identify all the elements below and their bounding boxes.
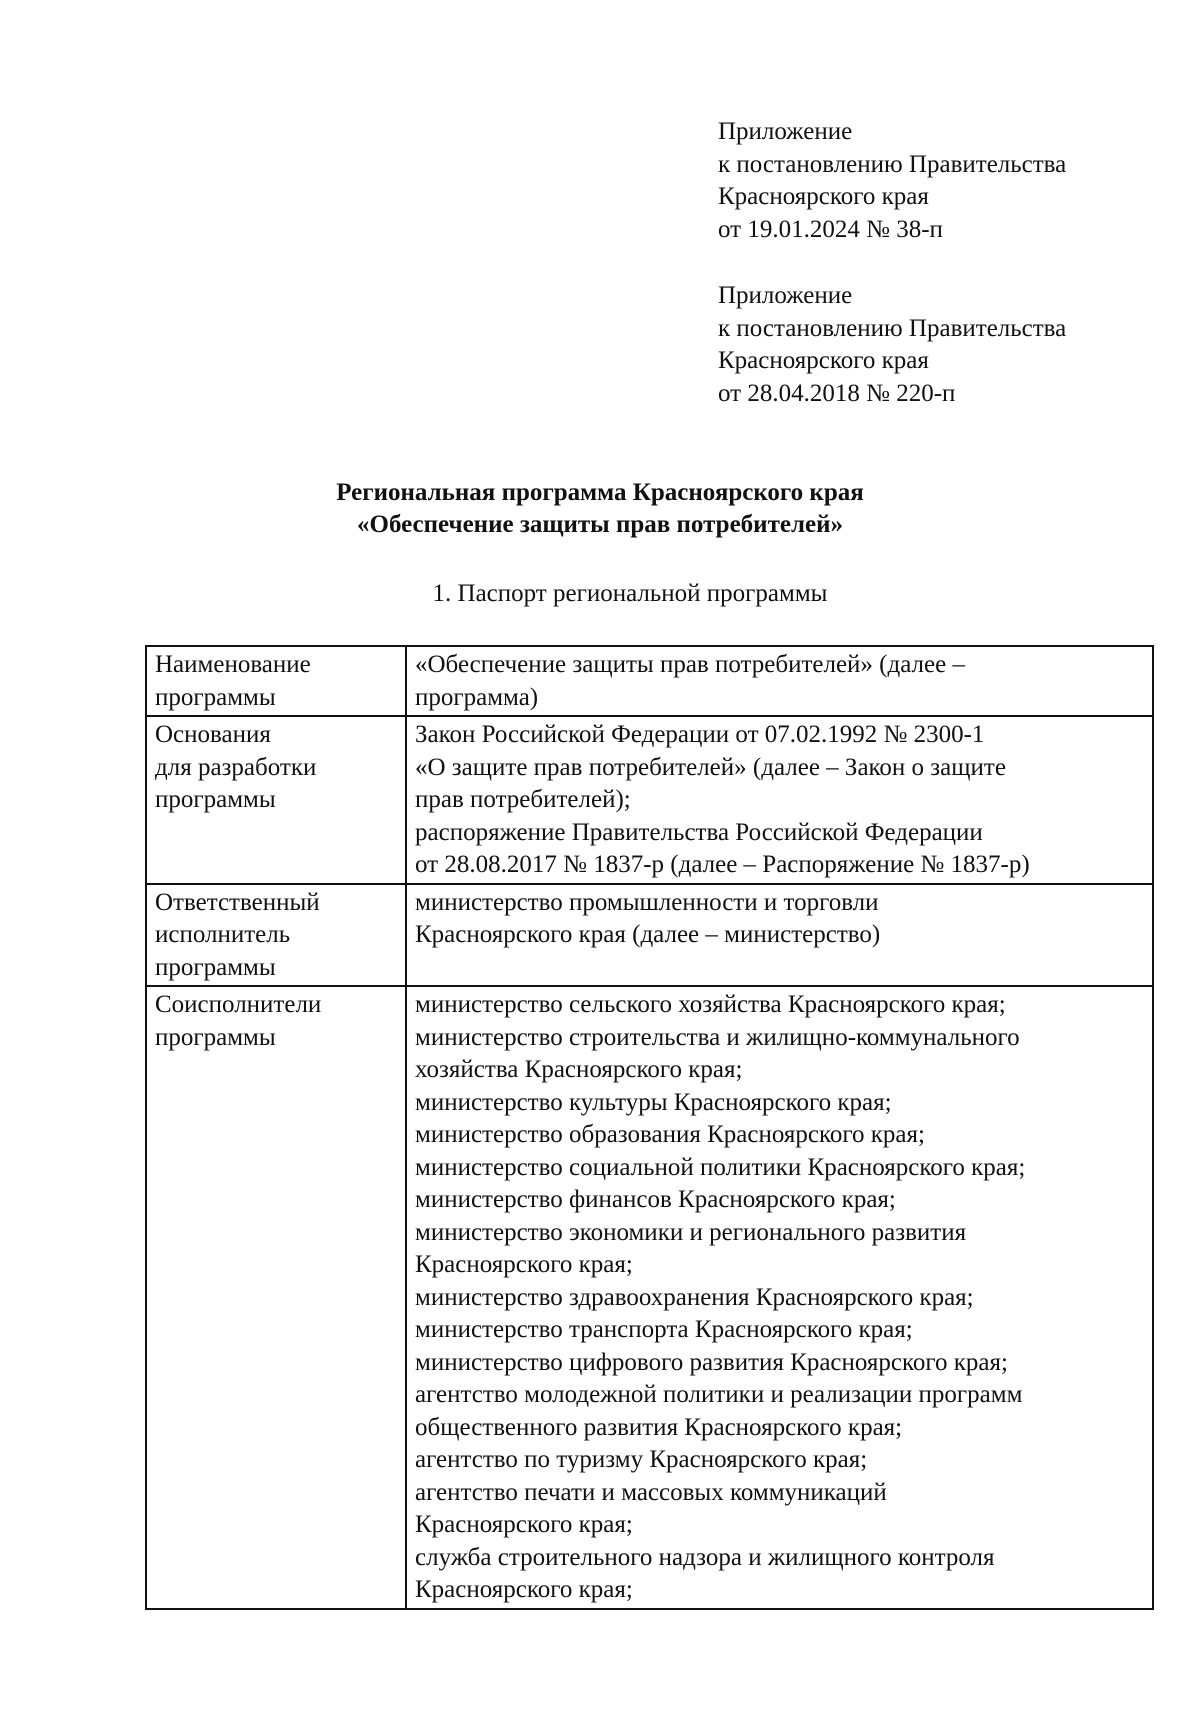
- row-value-line: министерство транспорта Красноярского края;: [415, 1316, 913, 1343]
- row-value-line: агентство по туризму Красноярского края;: [415, 1446, 868, 1473]
- row-value-line: министерство сельского хозяйства Красноярского края;: [415, 991, 1006, 1018]
- row-value-line: программа): [415, 683, 539, 711]
- appendix-note-current: [718, 116, 1066, 246]
- row-value-line: «Обеспечение защиты прав потребителей» (далее –: [415, 651, 965, 678]
- passport-table-body: [146, 646, 1153, 1609]
- row-value-cell: [406, 646, 1153, 716]
- appendix-line: к постановлению Правительства: [718, 314, 1067, 342]
- row-label-line: Ответственный: [155, 888, 320, 916]
- row-value-line: министерство экономики и регионального развития: [415, 1218, 967, 1246]
- row-value-line: министерство промышленности и торговли: [415, 888, 879, 916]
- row-label-cell: [146, 884, 406, 987]
- row-value-line: министерство строительства и жилищно-коммунального: [415, 1023, 1020, 1051]
- row-value-line: Красноярского края;: [415, 1511, 633, 1538]
- row-value-line: прав потребителей);: [415, 786, 631, 813]
- passport-table: [145, 645, 1154, 1610]
- table-row: [146, 646, 1153, 716]
- row-value-line: министерство финансов Красноярского края;: [415, 1186, 896, 1213]
- row-label-cell: [146, 646, 406, 716]
- row-label-line: Основания: [155, 721, 271, 748]
- appendix-line: от 28.04.2018 № 220-п: [718, 379, 956, 407]
- row-label-line: Соисполнители: [155, 991, 322, 1018]
- table-row: [146, 716, 1153, 884]
- row-value-cell: [406, 716, 1153, 884]
- row-value-line: общественного развития Красноярского края;: [415, 1413, 903, 1441]
- row-value-line: хозяйства Красноярского края;: [415, 1056, 743, 1083]
- appendix-line: Приложение: [718, 282, 853, 309]
- row-value-line: от 28.08.2017 № 1837-р (далее – Распоряжение № 1837-р): [415, 851, 1030, 878]
- row-value-line: министерство социальной политики Красноярского края;: [415, 1153, 1026, 1181]
- row-value-line: министерство культуры Красноярского края;: [415, 1088, 892, 1116]
- row-label-line: программы: [155, 1023, 276, 1051]
- row-value-line: министерство здравоохранения Красноярского края;: [415, 1283, 974, 1311]
- program-title-line: «Обеспечение защиты прав потребителей»: [357, 511, 843, 538]
- appendix-note-original: [718, 280, 1066, 410]
- row-value-line: служба строительного надзора и жилищного контроля: [415, 1543, 995, 1571]
- table-row: [146, 884, 1153, 987]
- row-value-line: Красноярского края (далее – министерство): [415, 921, 881, 948]
- row-label-cell: [146, 986, 406, 1609]
- row-label-line: программы: [155, 953, 276, 981]
- row-label-line: исполнитель: [155, 921, 291, 948]
- appendix-line: от 19.01.2024 № 38-п: [718, 215, 943, 243]
- row-value-line: Красноярского края;: [415, 1251, 633, 1278]
- row-value-line: министерство образования Красноярского края;: [415, 1121, 925, 1148]
- row-label-line: для разработки: [155, 753, 317, 781]
- row-label-cell: [146, 716, 406, 884]
- row-value-cell: [406, 986, 1153, 1609]
- row-value-line: агентство молодежной политики и реализации программ: [415, 1381, 1023, 1408]
- program-title-line: Региональная программа Красноярского края: [336, 479, 864, 506]
- appendix-line: Красноярского края: [718, 347, 929, 374]
- row-label-line: Наименование: [155, 651, 311, 678]
- program-title: [0, 477, 1200, 541]
- row-value-line: министерство цифрового развития Красноярского края;: [415, 1348, 1008, 1376]
- table-row: [146, 986, 1153, 1609]
- row-value-line: Красноярского края;: [415, 1576, 633, 1603]
- row-label-line: программы: [155, 786, 276, 813]
- appendix-line: Красноярского края: [718, 183, 929, 210]
- row-value-cell: [406, 884, 1153, 987]
- row-value-line: агентство печати и массовых коммуникаций: [415, 1478, 887, 1506]
- row-value-line: «О защите прав потребителей» (далее – Закон о защите: [415, 753, 1006, 781]
- row-label-line: программы: [155, 683, 276, 711]
- section-heading: 1. Паспорт региональной программы: [432, 580, 828, 607]
- row-value-line: распоряжение Правительства Российской Федерации: [415, 818, 983, 846]
- appendix-line: к постановлению Правительства: [718, 150, 1067, 178]
- appendix-line: Приложение: [718, 118, 853, 145]
- row-value-line: Закон Российской Федерации от 07.02.1992 № 2300-1: [415, 721, 985, 748]
